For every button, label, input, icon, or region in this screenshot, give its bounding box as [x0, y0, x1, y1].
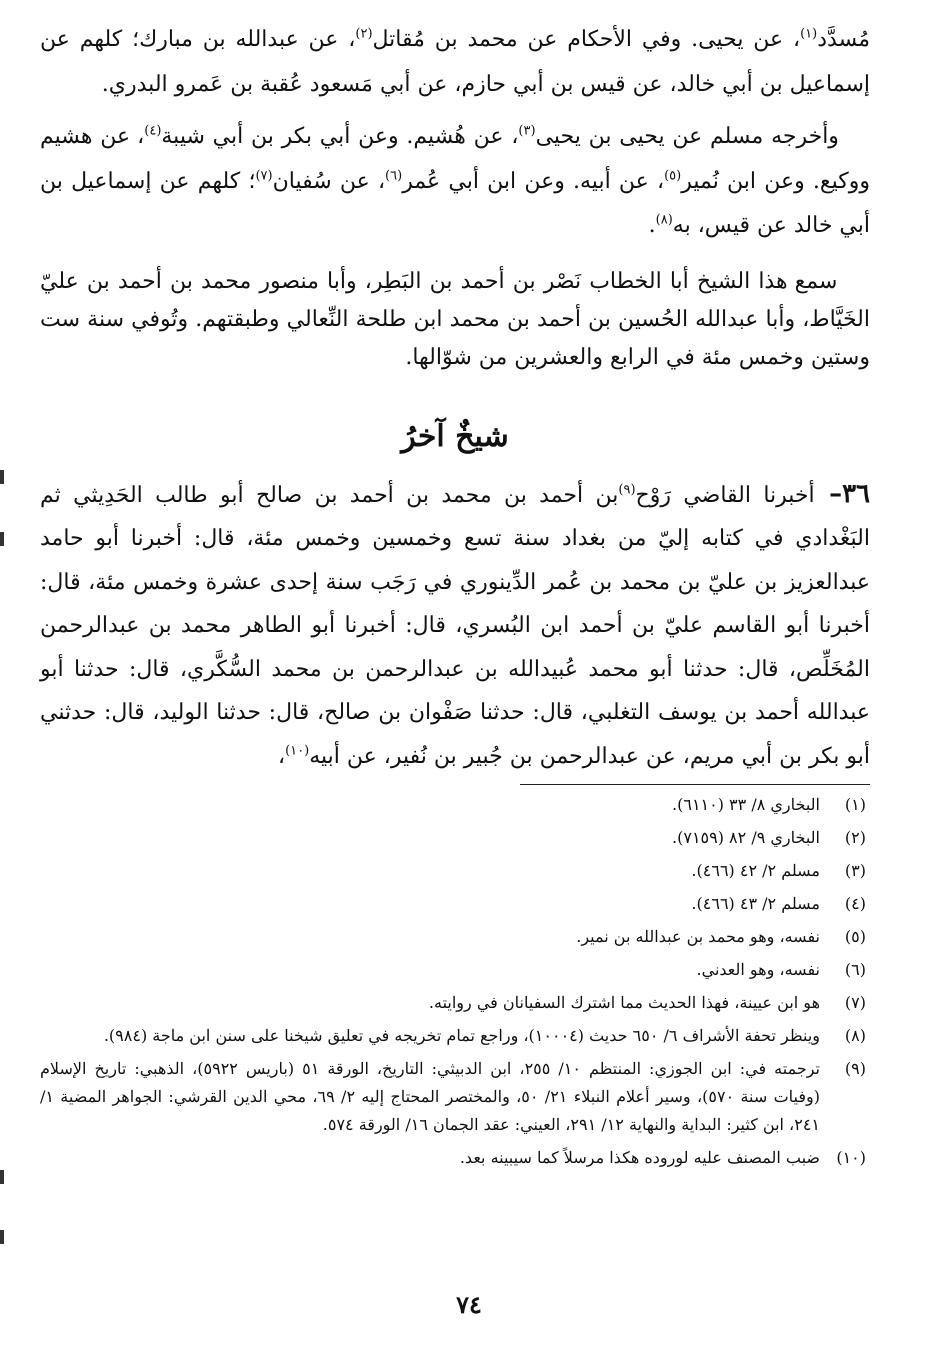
footnote-item: [40, 923, 870, 951]
footnote-number: (٧): [844, 993, 866, 1012]
text-run: ؛ كلهم عن إسماعيل بن أبي خالد عن قيس، به: [40, 168, 870, 238]
text-run: ، عن يحيى. وفي الأحكام عن محمد بن مُقاتل: [372, 27, 801, 52]
scan-edge-mark: [0, 532, 4, 546]
footnote-item: [40, 956, 870, 984]
section-heading: شيخٌ آخرُ: [401, 418, 509, 454]
text-run: ،: [277, 743, 286, 769]
text-run: ، عن هشيم ووكيع. وعن ابن نُمير: [40, 124, 870, 194]
footnote-item: [40, 824, 870, 852]
footnote-ref[interactable]: (٧): [255, 168, 273, 184]
footnote-ref[interactable]: (٦): [385, 168, 403, 184]
scan-edge-mark: [0, 1170, 4, 1184]
footnote-text: البخاري ٩/ ٨٢ (٧١٥٩).: [672, 828, 820, 847]
footnote-number: (٣): [844, 861, 866, 880]
footnote-ref[interactable]: (٨): [655, 212, 673, 228]
footnote-item: [40, 857, 870, 885]
paragraph-4: [40, 473, 870, 779]
footnote-text: ضبب المصنف عليه لوروده هكذا مرسلاً كما سيبينه بعد.: [459, 1148, 820, 1167]
footnote-number: (٤): [844, 894, 866, 913]
text-run: مُسدَّد: [817, 27, 870, 52]
footnote-number: (٥): [844, 927, 866, 946]
footnote-text: ترجمته في: ابن الجوزي: المنتظم ١٠/ ٢٥٥، ابن الدبيثي: التاريخ، الورقة ٥١ (باريس ٥٩٢٢)، الذهبي: تاريخ الإسلام (وفيات سنة ٥٧٠)، وسير أعلام النبلاء ٢١/ ٥٠، والمختصر المحتاج إليه ٢/ ٦٩، محي الدين القرشي: الجواهر المضية ١/ ٢٤١، ابن كثير: البداية والنهاية ١٢/ ٢٩١، العيني: عقد الجمان ١٦/ الورقة ٥٧٤.: [40, 1059, 821, 1134]
footnotes-list: [40, 791, 870, 1172]
footnote-text: نفسه، وهو محمد بن عبدالله بن نمير.: [576, 927, 820, 946]
footnote-text: نفسه، وهو العدني.: [696, 960, 820, 979]
hadith-number: ٣٦: [842, 478, 871, 509]
footnote-number: (١٠): [836, 1148, 866, 1167]
footnote-ref[interactable]: (١٠): [285, 743, 310, 759]
footnote-number: (٢): [844, 828, 866, 847]
text-run: ، عن أبيه. وعن ابن أبي عُمر: [402, 168, 665, 194]
scan-edge-mark: [0, 1230, 4, 1244]
footnote-ref[interactable]: (٩): [618, 482, 636, 498]
hadith-dash: –: [814, 478, 843, 509]
footnote-text: وينظر تحفة الأشراف ٦/ ٦٥٠ حديث (١٠٠٠٤)، وراجع تمام تخريجه في تعليق شيخنا على سنن ابن ماجة (٩٨٤).: [103, 1026, 820, 1045]
text-run: ، عن عبدالله بن مبارك؛ كلهم عن إسماعيل بن أبي خالد، عن قيس بن أبي حازم، عن أبي مَسعود عُقبة بن عَمرو البدري.: [40, 27, 870, 97]
paragraph-2: [40, 115, 870, 249]
footnote-item: [40, 791, 870, 819]
footnote-ref[interactable]: (٢): [355, 26, 373, 42]
scan-edge-mark: [0, 470, 4, 484]
footnote-item: [40, 1055, 870, 1139]
footnote-number: (١): [844, 795, 866, 814]
text-run: سمع هذا الشيخ أبا الخطاب نَصْر بن أحمد بن البَطِر، وأبا منصور محمد بن أحمد بن عليّ الخَيَّاط، وأبا عبدالله الحُسين بن أحمد بن محمد ابن طلحة النِّعالي وطبقتهم. وتُوفي سنة ست وستين وخمس مئة في الرابع والعشرين من شوّالها.: [40, 268, 870, 370]
footnote-ref[interactable]: (٤): [144, 123, 162, 139]
footnote-item: [40, 1022, 870, 1050]
footnote-item: [40, 989, 870, 1017]
text-run: ، عن سُفيان: [272, 168, 386, 194]
footnote-item: [40, 1144, 870, 1172]
footnote-ref[interactable]: (٣): [518, 123, 536, 139]
paragraph-3: [40, 263, 870, 377]
page-content: [40, 18, 870, 1177]
footnote-ref[interactable]: (١): [800, 26, 818, 42]
paragraph-1: [40, 18, 870, 107]
text-run: بن أحمد بن محمد بن أحمد بن صالح أبو طالب الحَدِيثي ثم البَغْدادي في كتابه إليّ من بغداد سنة تسع وخمسين وخمس مئة، قال: أخبرنا أبو حامد عبدالعزيز بن عليّ بن محمد بن عُمر الدِّينوري في رَجَب سنة إحدى عشرة وخمس مئة، قال: أخبرنا أبو القاسم عليّ بن أحمد ابن البُسري، قال: أخبرنا أبو الطاهر محمد بن عبدالرحمن المُخَلِّص، قال: حدثنا أبو محمد عُبيدالله بن عبدالرحمن بن محمد السُّكَّري، قال: حدثنا أبو عبدالله أحمد بن يوسف التغلبي، قال: حدثنا صَفْوان بن صالح، قال: حدثنا الوليد، قال: حدثني أبو بكر بن أبي مريم، عن عبدالرحمن بن جُبير بن نُفير، عن أبيه: [40, 482, 870, 769]
text-run: ، عن هُشيم. وعن أبي بكر بن أبي شيبة: [161, 124, 519, 149]
footnote-ref[interactable]: (٥): [664, 168, 682, 184]
footnote-number: (٩): [844, 1059, 866, 1078]
text-run: وأخرجه مسلم عن يحيى بن يحيى: [535, 124, 839, 149]
text-run: .: [648, 213, 656, 238]
footnote-item: [40, 890, 870, 918]
page-number: ٧٤: [456, 1290, 482, 1319]
footnote-text: هو ابن عيينة، فهذا الحديث مما اشترك السفيانان في روايته.: [428, 993, 820, 1012]
footnote-number: (٦): [844, 960, 866, 979]
footnote-text: مسلم ٢/ ٤٣ (٤٦٦).: [691, 894, 820, 913]
text-run: أخبرنا القاضي رَوْح: [635, 482, 815, 508]
footnote-separator: [520, 784, 870, 785]
footnote-text: مسلم ٢/ ٤٢ (٤٦٦).: [691, 861, 820, 880]
footnote-text: البخاري ٨/ ٣٣ (٦١١٠).: [672, 795, 820, 814]
footnote-number: (٨): [844, 1026, 866, 1045]
